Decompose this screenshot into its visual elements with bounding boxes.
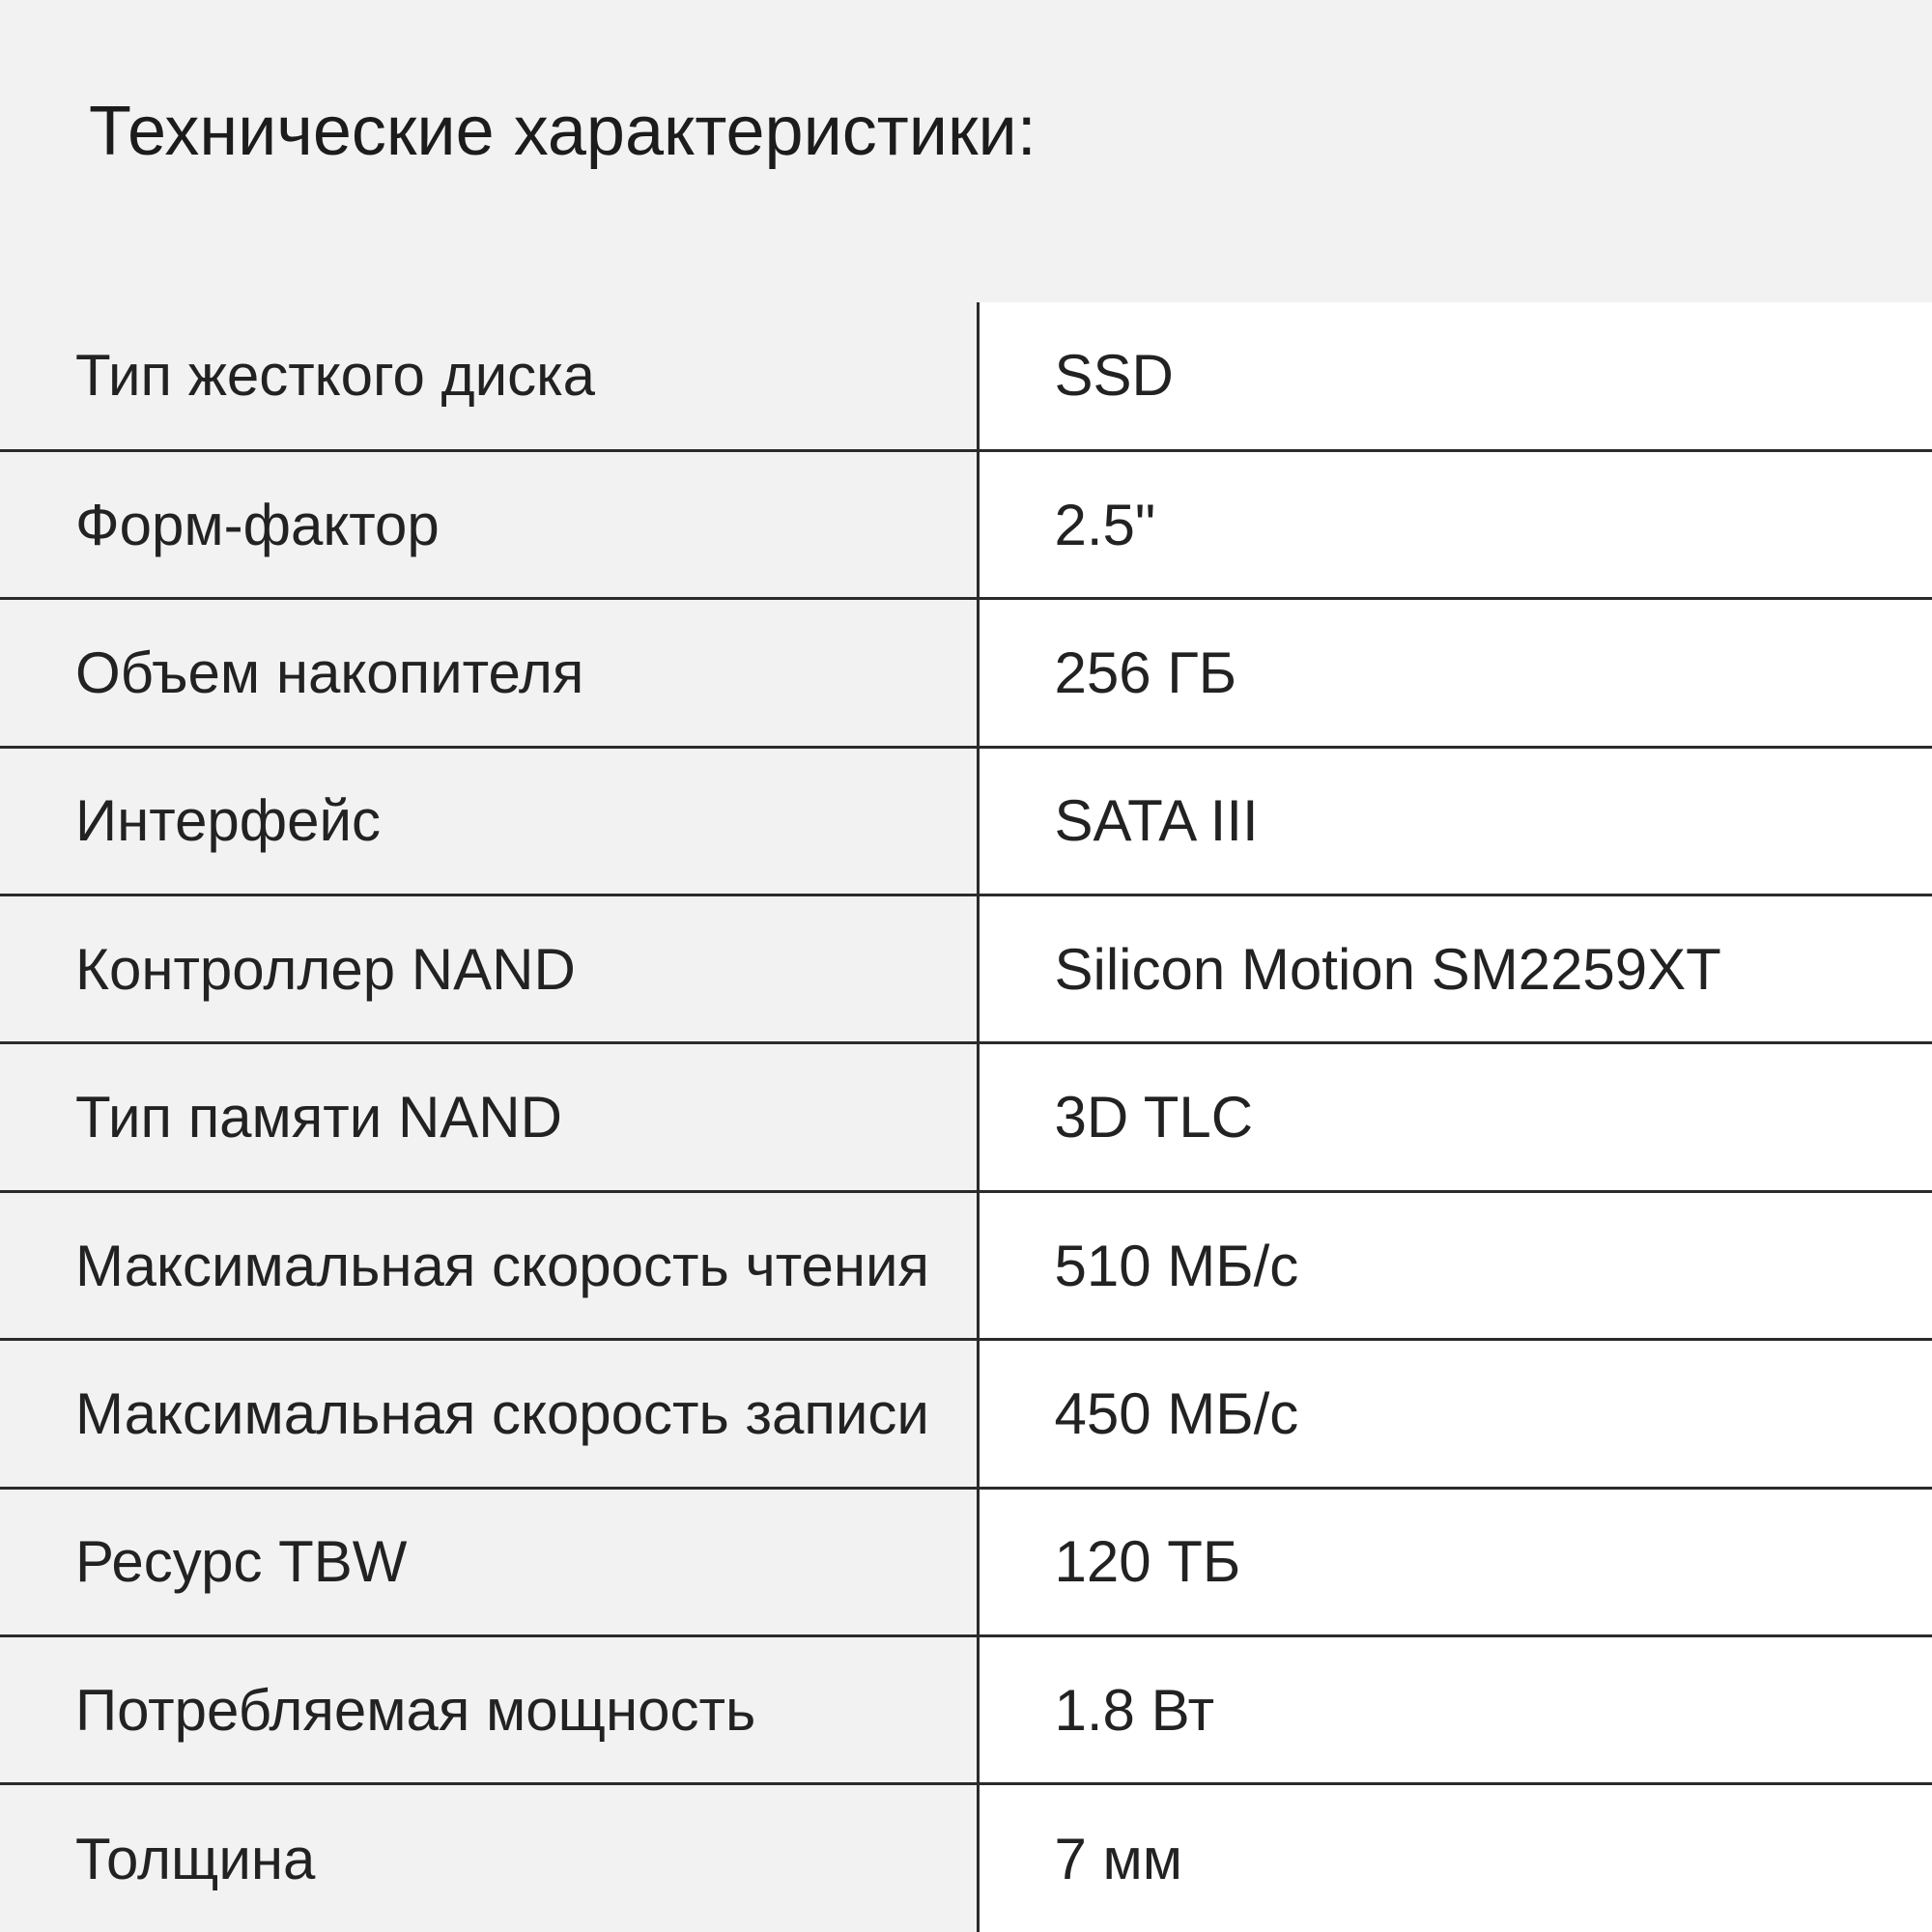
spec-param: Тип жесткого диска <box>0 302 978 450</box>
table-row <box>0 599 1932 747</box>
spec-param: Тип памяти NAND <box>0 1043 978 1191</box>
table-row <box>0 1488 1932 1635</box>
spec-param: Ресурс TBW <box>0 1488 978 1635</box>
spec-param: Максимальная скорость записи <box>0 1340 978 1488</box>
table-row <box>0 747 1932 895</box>
table-row <box>0 450 1932 598</box>
spec-param: Максимальная скорость чтения <box>0 1191 978 1339</box>
spec-value: Silicon Motion SM2259XT <box>978 895 1932 1043</box>
page-title: Технические характеристики: <box>89 93 1037 170</box>
spec-param: Интерфейс <box>0 747 978 895</box>
spec-value: 7 мм <box>978 1784 1932 1932</box>
table-row <box>0 895 1932 1043</box>
table-row <box>0 1784 1932 1932</box>
table-row <box>0 302 1932 450</box>
spec-value: 3D TLC <box>978 1043 1932 1191</box>
spec-value: SATA III <box>978 747 1932 895</box>
table-row <box>0 1043 1932 1191</box>
spec-value: 2.5" <box>978 450 1932 598</box>
spec-value: 1.8 Вт <box>978 1636 1932 1784</box>
spec-value: 256 ГБ <box>978 599 1932 747</box>
table-row <box>0 1340 1932 1488</box>
spec-param: Потребляемая мощность <box>0 1636 978 1784</box>
spec-param: Форм-фактор <box>0 450 978 598</box>
table-row <box>0 1636 1932 1784</box>
spec-param: Объем накопителя <box>0 599 978 747</box>
spec-value: SSD <box>978 302 1932 450</box>
spec-param: Толщина <box>0 1784 978 1932</box>
table-row <box>0 1191 1932 1339</box>
header <box>0 0 1932 302</box>
spec-value: 450 МБ/с <box>978 1340 1932 1488</box>
spec-value: 510 МБ/с <box>978 1191 1932 1339</box>
spec-value: 120 ТБ <box>978 1488 1932 1635</box>
spec-param: Контроллер NAND <box>0 895 978 1043</box>
spec-table <box>0 302 1932 1932</box>
